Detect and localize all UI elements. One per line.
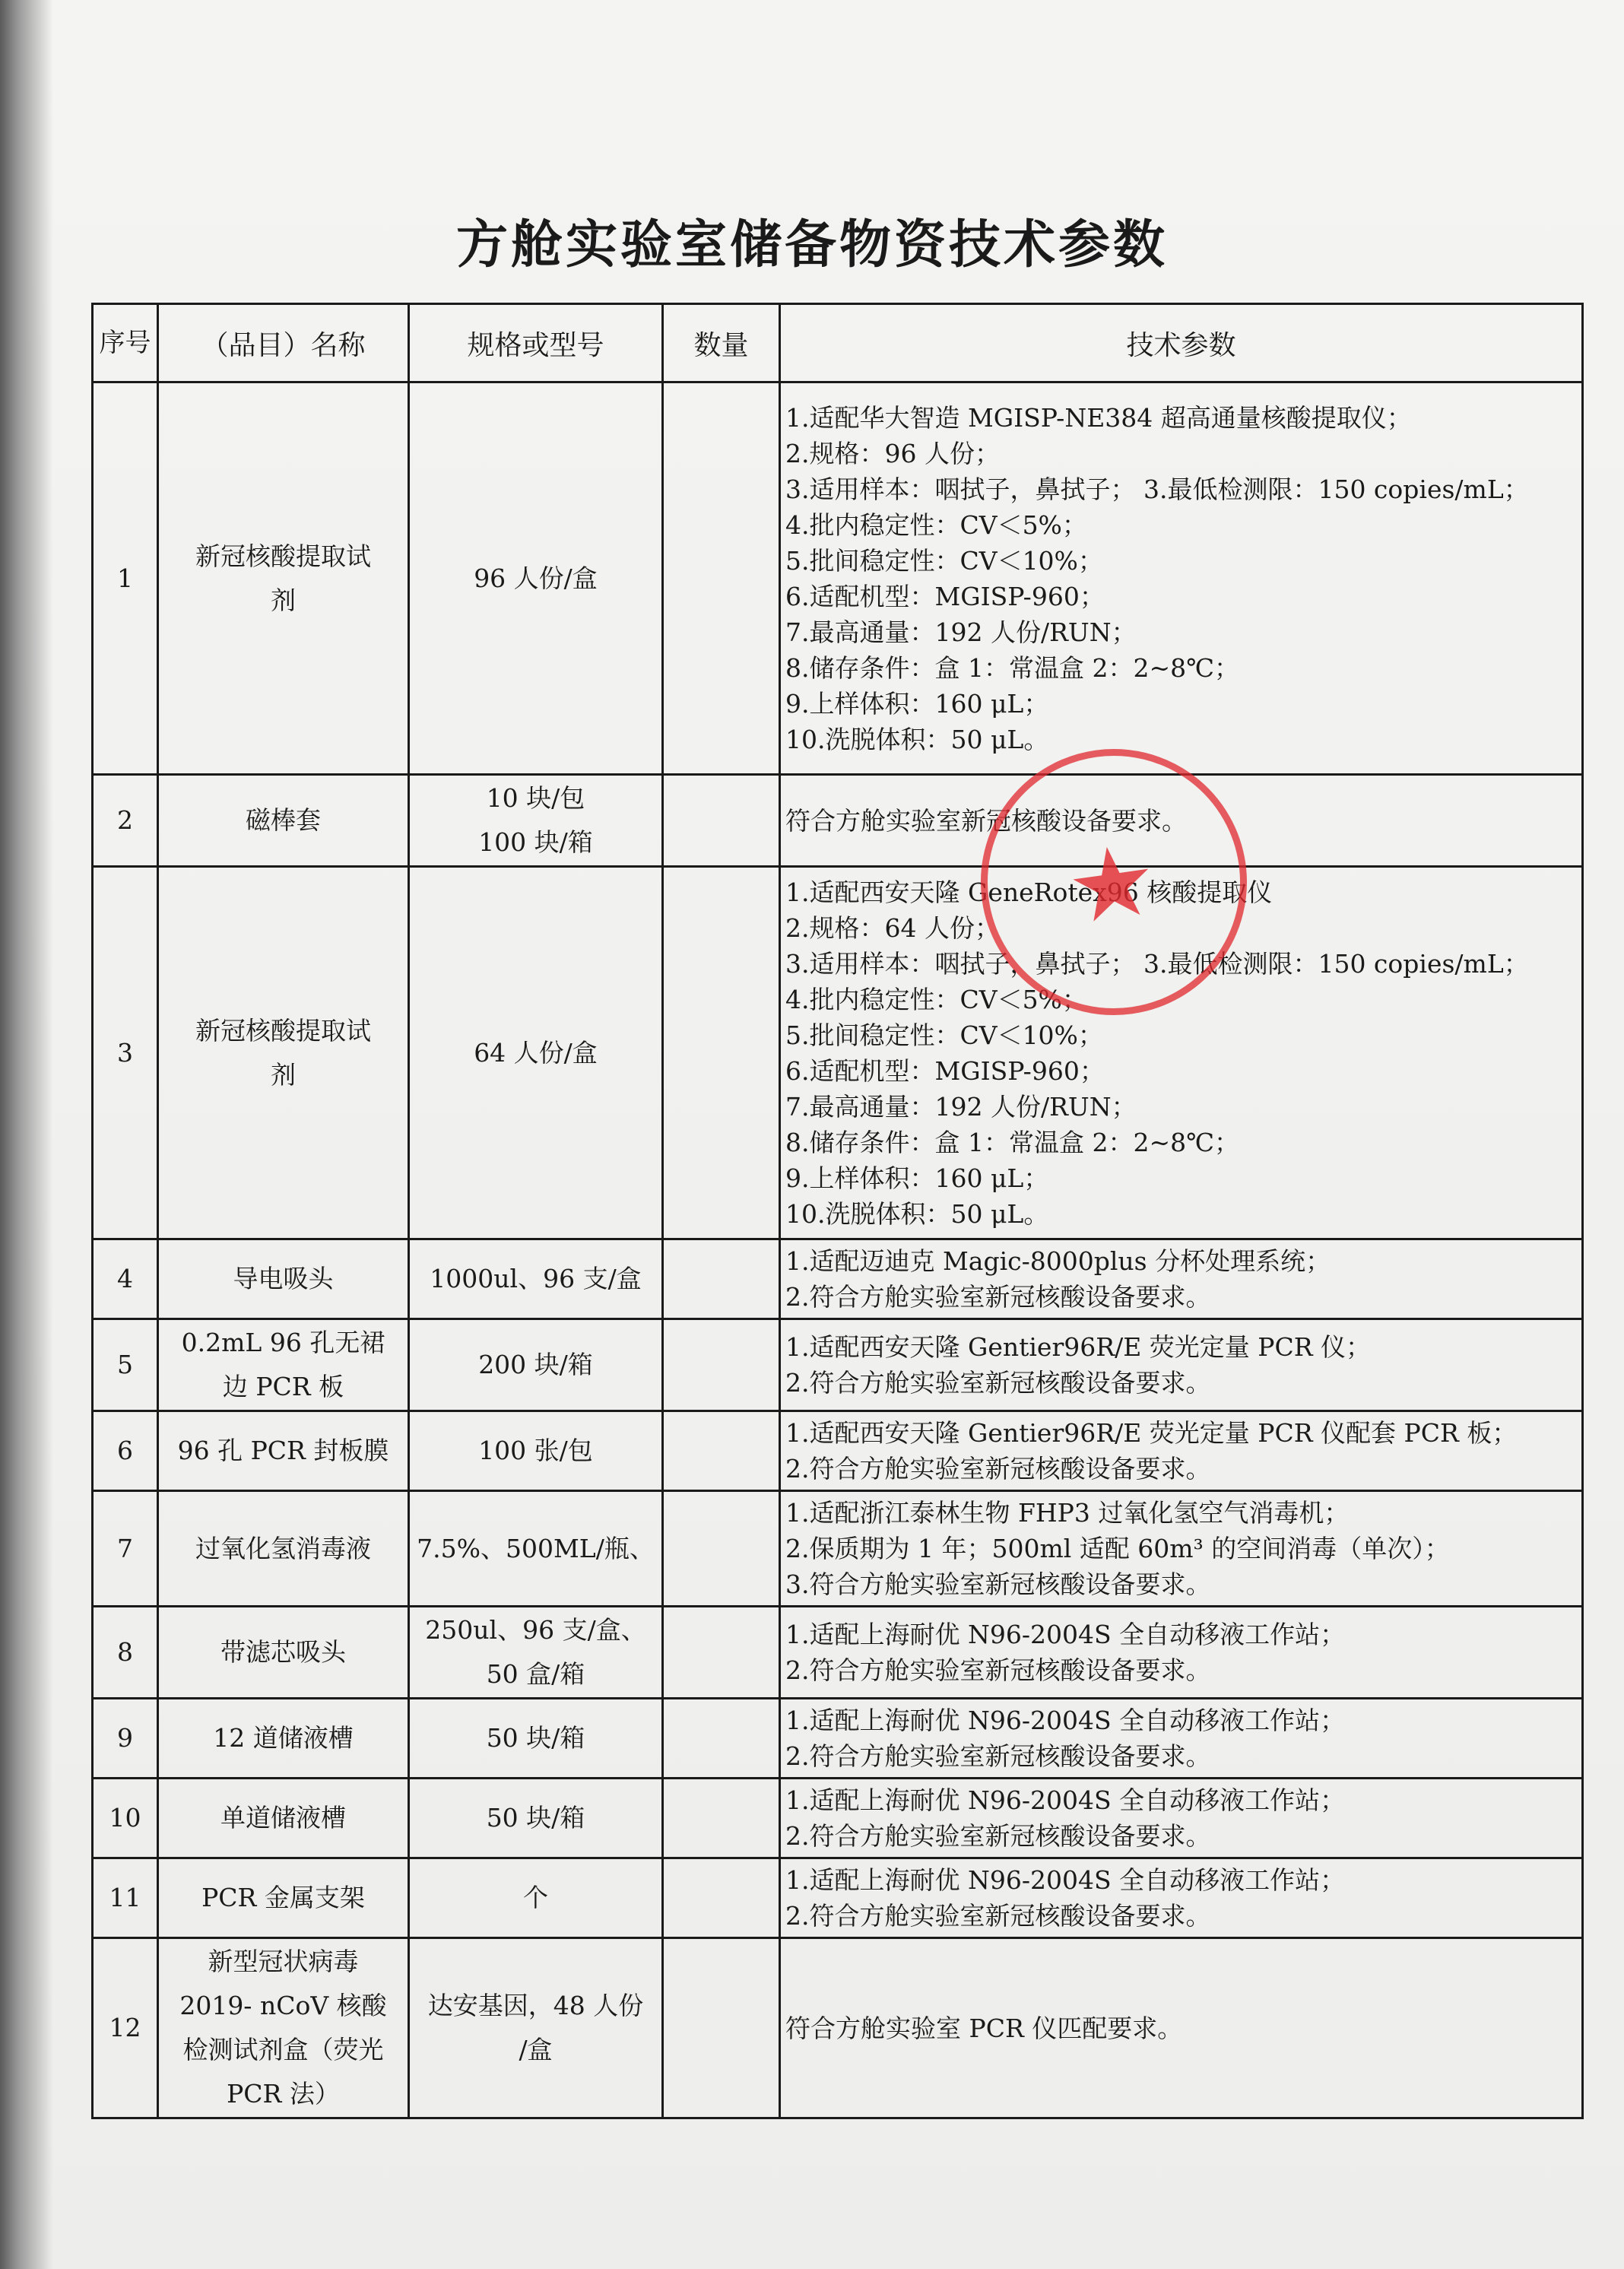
- tech-param-line: 7.最高通量：192 人份/RUN；: [785, 1091, 1137, 1122]
- header-tech-params: 技术参数: [780, 304, 1583, 382]
- spec-line: 64 人份/盒: [474, 1037, 598, 1068]
- tech-param-line: 1.适配华大智造 MGISP-NE384 超高通量核酸提取仪；: [785, 402, 1412, 433]
- seal-star-icon: ★: [1060, 820, 1164, 947]
- tech-param-line: 2.保质期为 1 年；500ml 适配 60m³ 的空间消毒（单次）；: [785, 1534, 1450, 1563]
- table-row: [93, 775, 1583, 867]
- table-row: [93, 1319, 1583, 1411]
- scan-edge-shadow: [0, 0, 53, 2269]
- spec-line: 96 人份/盒: [474, 563, 598, 593]
- spec-line: 50 盒/箱: [486, 1659, 585, 1689]
- cell-item-name: [158, 1491, 409, 1607]
- tech-param-line: 7.最高通量：192 人份/RUN；: [785, 617, 1137, 647]
- cell-quantity: [663, 382, 780, 775]
- tech-param-line: 2.规格：96 人份；: [785, 438, 1000, 468]
- tech-param-line: 8.储存条件：盒 1：常温盒 2：2~8℃；: [785, 652, 1240, 683]
- item-name-line: 96 孔 PCR 封板膜: [177, 1436, 389, 1465]
- cell-tech-params: [780, 1779, 1583, 1858]
- spec-line: 250ul、96 支/盒、: [425, 1615, 646, 1645]
- cell-index: 4: [93, 1239, 158, 1319]
- cell-quantity: [663, 1938, 780, 2118]
- tech-param-line: 2.符合方舱实验室新冠核酸设备要求。: [785, 1282, 1211, 1312]
- item-name-line: 新冠核酸提取试: [195, 541, 371, 571]
- cell-quantity: [663, 1411, 780, 1491]
- cell-item-name: [158, 1779, 409, 1858]
- cell-spec: [409, 1779, 663, 1858]
- table-row: [93, 1491, 1583, 1607]
- cell-quantity: [663, 1779, 780, 1858]
- cell-item-name: [158, 1938, 409, 2118]
- tech-param-line: 2.规格：64 人份；: [785, 912, 1000, 943]
- cell-index: 3: [93, 867, 158, 1239]
- cell-item-name: [158, 867, 409, 1239]
- cell-index: 12: [93, 1938, 158, 2118]
- cell-index: 7: [93, 1491, 158, 1607]
- cell-index: 2: [93, 775, 158, 867]
- item-name-line: 检测试剂盒（荧光: [182, 2035, 384, 2064]
- header-item-name: （品目）名称: [158, 304, 409, 382]
- cell-item-name: [158, 1858, 409, 1938]
- cell-spec: [409, 1858, 663, 1938]
- cell-index: 9: [93, 1699, 158, 1779]
- cell-index: 6: [93, 1411, 158, 1491]
- tech-param-line: 2.符合方舱实验室新冠核酸设备要求。: [785, 1454, 1211, 1484]
- item-name-line: 剂: [271, 585, 296, 615]
- header-index: 序号: [93, 304, 158, 382]
- cell-spec: [409, 382, 663, 775]
- tech-param-line: 1.适配上海耐优 N96-2004S 全自动移液工作站；: [785, 1865, 1346, 1895]
- cell-item-name: [158, 775, 409, 867]
- tech-param-line: 符合方舱实验室新冠核酸设备要求。: [785, 805, 1187, 836]
- item-name-line: 新型冠状病毒: [208, 1947, 359, 1976]
- cell-quantity: [663, 1858, 780, 1938]
- cell-tech-params: [780, 382, 1583, 775]
- document-title: 方舱实验室储备物资技术参数: [455, 215, 1168, 275]
- tech-param-line: 10.洗脱体积：50 μL。: [785, 724, 1049, 754]
- tech-param-line: 1.适配西安天隆 Gentier96R/E 荧光定量 PCR 仪；: [785, 1332, 1372, 1362]
- cell-tech-params: [780, 1607, 1583, 1699]
- cell-index: 11: [93, 1858, 158, 1938]
- cell-item-name: [158, 382, 409, 775]
- cell-item-name: [158, 1699, 409, 1779]
- tech-param-line: 3.适用样本：咽拭子，鼻拭子； 3.最低检测限：150 copies/mL；: [785, 474, 1529, 504]
- header-row: [93, 304, 1583, 382]
- cell-quantity: [663, 1239, 780, 1319]
- spec-line: /盒: [519, 2035, 553, 2064]
- tech-param-line: 10.洗脱体积：50 μL。: [785, 1198, 1049, 1229]
- tech-param-line: 6.适配机型：MGISP-960；: [785, 581, 1105, 611]
- item-name-line: PCR 法）: [227, 2079, 340, 2109]
- spec-line: 个: [523, 1883, 548, 1912]
- item-name-line: 导电吸头: [233, 1264, 334, 1293]
- spec-line: 7.5%、500ML/瓶、: [417, 1533, 655, 1563]
- parameters-table: [91, 303, 1584, 2119]
- spec-line: 1000ul、96 支/盒: [430, 1264, 642, 1293]
- tech-param-line: 1.适配上海耐优 N96-2004S 全自动移液工作站；: [785, 1706, 1346, 1735]
- cell-spec: [409, 1607, 663, 1699]
- header-quantity: 数量: [663, 304, 780, 382]
- item-name-line: 单道储液槽: [220, 1803, 346, 1833]
- tech-param-line: 2.符合方舱实验室新冠核酸设备要求。: [785, 1741, 1211, 1771]
- table-row: [93, 1858, 1583, 1938]
- spec-line: 10 块/包: [486, 783, 585, 813]
- table-row: [93, 1779, 1583, 1858]
- cell-spec: [409, 1938, 663, 2118]
- cell-quantity: [663, 1319, 780, 1411]
- spec-line: 50 块/箱: [486, 1723, 585, 1753]
- cell-quantity: [663, 1491, 780, 1607]
- tech-param-line: 2.符合方舱实验室新冠核酸设备要求。: [785, 1901, 1211, 1931]
- tech-param-line: 6.适配机型：MGISP-960；: [785, 1055, 1105, 1086]
- cell-quantity: [663, 775, 780, 867]
- tech-param-line: 8.储存条件：盒 1：常温盒 2：2~8℃；: [785, 1127, 1240, 1157]
- tech-param-line: 4.批内稳定性：CV＜5%；: [785, 509, 1087, 540]
- tech-param-line: 5.批间稳定性：CV＜10%；: [785, 545, 1103, 576]
- cell-spec: [409, 867, 663, 1239]
- tech-param-line: 符合方舱实验室 PCR 仪匹配要求。: [785, 2013, 1183, 2043]
- cell-item-name: [158, 1239, 409, 1319]
- cell-index: 10: [93, 1779, 158, 1858]
- tech-param-line: 9.上样体积：160 μL；: [785, 688, 1049, 719]
- item-name-line: 边 PCR 板: [222, 1372, 344, 1401]
- tech-param-line: 1.适配迈迪克 Magic-8000plus 分杯处理系统；: [785, 1246, 1331, 1276]
- cell-item-name: [158, 1607, 409, 1699]
- tech-param-line: 1.适配上海耐优 N96-2004S 全自动移液工作站；: [785, 1785, 1346, 1815]
- cell-index: 1: [93, 382, 158, 775]
- item-name-line: 磁棒套: [246, 805, 321, 835]
- cell-spec: [409, 1699, 663, 1779]
- table-row: [93, 382, 1583, 775]
- cell-item-name: [158, 1411, 409, 1491]
- cell-quantity: [663, 867, 780, 1239]
- cell-tech-params: [780, 1319, 1583, 1411]
- cell-spec: [409, 1491, 663, 1607]
- cell-tech-params: [780, 1938, 1583, 2118]
- cell-index: 5: [93, 1319, 158, 1411]
- spec-line: 达安基因，48 人份: [427, 1991, 644, 2020]
- item-name-line: 剂: [271, 1059, 296, 1090]
- item-name-line: 过氧化氢消毒液: [195, 1533, 371, 1563]
- cell-quantity: [663, 1607, 780, 1699]
- spec-line: 100 块/箱: [478, 827, 593, 857]
- tech-param-line: 2.符合方舱实验室新冠核酸设备要求。: [785, 1368, 1211, 1398]
- header-spec: 规格或型号: [409, 304, 663, 382]
- item-name-line: 带滤芯吸头: [220, 1637, 346, 1667]
- table-row: [93, 1411, 1583, 1491]
- spec-line: 50 块/箱: [486, 1803, 585, 1833]
- spec-line: 200 块/箱: [478, 1350, 593, 1379]
- cell-quantity: [663, 1699, 780, 1779]
- tech-param-line: 3.符合方舱实验室新冠核酸设备要求。: [785, 1569, 1211, 1599]
- tech-param-line: 2.符合方舱实验室新冠核酸设备要求。: [785, 1655, 1211, 1685]
- item-name-line: 0.2mL 96 孔无裙: [181, 1328, 385, 1357]
- tech-param-line: 5.批间稳定性：CV＜10%；: [785, 1020, 1103, 1050]
- tech-param-line: 3.适用样本：咽拭子，鼻拭子； 3.最低检测限：150 copies/mL；: [785, 948, 1529, 979]
- tech-param-line: 9.上样体积：160 μL；: [785, 1163, 1049, 1193]
- cell-tech-params: [780, 1411, 1583, 1491]
- item-name-line: PCR 金属支架: [201, 1883, 365, 1912]
- tech-param-line: 1.适配上海耐优 N96-2004S 全自动移液工作站；: [785, 1620, 1346, 1649]
- cell-item-name: [158, 1319, 409, 1411]
- cell-tech-params: [780, 1239, 1583, 1319]
- item-name-line: 2019- nCoV 核酸: [179, 1991, 387, 2020]
- cell-tech-params: [780, 1858, 1583, 1938]
- table-row: [93, 1239, 1583, 1319]
- table-row: [93, 1607, 1583, 1699]
- tech-param-line: 4.批内稳定性：CV＜5%；: [785, 984, 1087, 1014]
- cell-spec: [409, 775, 663, 867]
- item-name-line: 12 道储液槽: [213, 1723, 354, 1753]
- table-body: [93, 382, 1583, 2118]
- spec-line: 100 张/包: [478, 1436, 593, 1465]
- cell-index: 8: [93, 1607, 158, 1699]
- tech-param-line: 2.符合方舱实验室新冠核酸设备要求。: [785, 1821, 1211, 1851]
- tech-param-line: 1.适配西安天隆 Gentier96R/E 荧光定量 PCR 仪配套 PCR 板；: [785, 1418, 1518, 1448]
- cell-tech-params: [780, 1699, 1583, 1779]
- cell-spec: [409, 1319, 663, 1411]
- cell-spec: [409, 1239, 663, 1319]
- cell-tech-params: [780, 1491, 1583, 1607]
- table-row: [93, 1699, 1583, 1779]
- table-row: [93, 1938, 1583, 2118]
- item-name-line: 新冠核酸提取试: [195, 1015, 371, 1046]
- cell-spec: [409, 1411, 663, 1491]
- table-row: [93, 867, 1583, 1239]
- tech-param-line: 1.适配西安天隆 GeneRotex96 核酸提取仪: [785, 877, 1273, 907]
- tech-param-line: 1.适配浙江泰林生物 FHP3 过氧化氢空气消毒机；: [785, 1498, 1350, 1528]
